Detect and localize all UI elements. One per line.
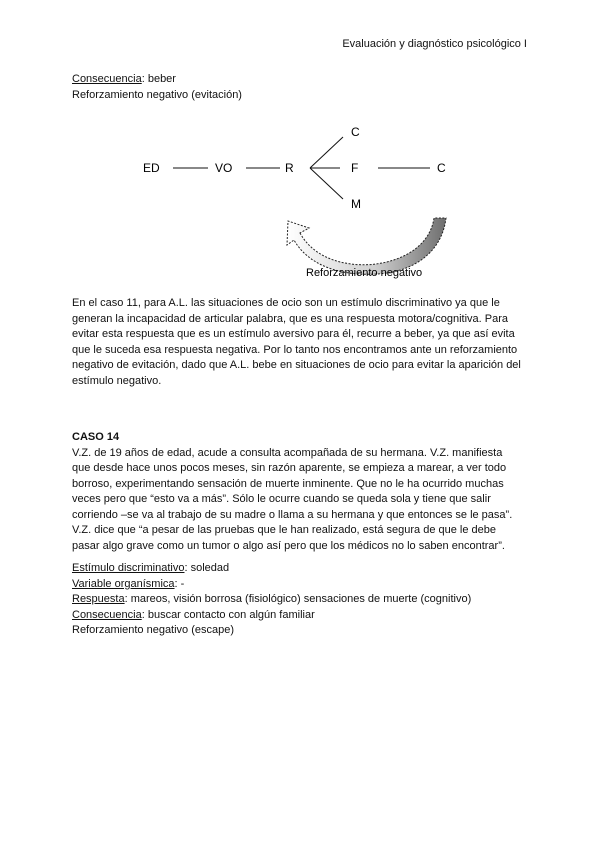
- paragraph-line: estímulo negativo.: [72, 374, 162, 387]
- stimulus-line: [72, 561, 532, 577]
- case14-line: veces pero que “esto va a más”. Sólo le ocurre cuando se queda sola y tiene que salir: [72, 493, 491, 505]
- reinforcement-arrow: [287, 218, 446, 274]
- consequence14-value: : buscar contacto con algún familiar: [141, 608, 315, 621]
- line-r-c: [310, 137, 343, 168]
- case14-title: CASO 14: [72, 431, 120, 443]
- case14-line: V.Z. de 19 años de edad, acude a consulta acompañada de su hermana. V.Z. manifiesta: [72, 446, 503, 459]
- paragraph-case11: [72, 296, 528, 389]
- diagram-c-right: C: [437, 161, 446, 175]
- line-r-m: [310, 168, 343, 199]
- case14-line: V.Z. dice que “a pesar de las pruebas que le han realizado, está segura de que le debe: [72, 524, 496, 536]
- page-header: Evaluación y diagnóstico psicológico I: [342, 38, 527, 50]
- paragraph-line: que le suceda esa respuesta negativa. Por lo tanto nos encontramos ante un reforzamiento: [72, 343, 518, 356]
- response-value: : mareos, visión borrosa (fisiológico) sensaciones de muerte (cognitivo): [124, 593, 472, 605]
- case14-line: que desde hace unos pocos meses, sin razón aparente, se empieza a marear, a ver todo: [72, 462, 507, 474]
- organismic-line: [72, 577, 532, 593]
- stimulus-label: Estímulo discriminativo: [72, 562, 185, 574]
- diagram-vo: VO: [215, 161, 233, 175]
- paragraph-line: evitar esta respuesta que es un estímulo aversivo para él, recurre a beber, ya que así evita: [72, 328, 515, 340]
- case14-line: corriendo –se va al trabajo de su madre o llama a su hermana y que entonces se le pasa”.: [72, 508, 513, 521]
- case14-analysis: [72, 561, 532, 639]
- consequence14-line: [72, 608, 532, 624]
- case14-line: borroso, experimentando sensación de muerte inminente. Que no le ha ocurrido muchas: [72, 477, 504, 490]
- paragraph-line: En el caso 11, para A.L. las situaciones de ocio son un estímulo discriminativo ya que le: [72, 297, 500, 309]
- diagram-f: F: [351, 161, 359, 175]
- response-label: Respuesta: [72, 593, 125, 605]
- organismic-label: Variable organísmica: [72, 577, 175, 590]
- consequence-label: Consecuencia: [72, 73, 142, 85]
- paragraph-line: generan la incapacidad de articular palabra, que es una respuesta motora/cognitiva. Para: [72, 312, 508, 325]
- case14-line: pasar algo grave como un tumor o algo así pero que los médicos no lo saben encontrar”.: [72, 539, 505, 552]
- stimulus-value: : soledad: [184, 562, 230, 574]
- response-line: [72, 592, 532, 608]
- reinforcement-line: Reforzamiento negativo (evitación): [72, 88, 242, 101]
- case14-section: [72, 430, 528, 554]
- reinforcement14-line: Reforzamiento negativo (escape): [72, 624, 235, 636]
- diagram-m: M: [351, 197, 361, 211]
- consequence14-label: Consecuencia: [72, 608, 142, 621]
- diagram-c-top: C: [351, 125, 360, 139]
- consequence-value: : beber: [141, 73, 176, 85]
- diagram-caption: Reforzamiento negativo: [306, 267, 423, 279]
- paragraph-line: negativo de evitación, dado que A.L. bebe en situaciones de ocio para evitar la aparición del: [72, 359, 521, 371]
- diagram-ed: ED: [143, 161, 160, 175]
- organismic-value: : -: [174, 577, 185, 590]
- diagram-r: R: [285, 161, 294, 175]
